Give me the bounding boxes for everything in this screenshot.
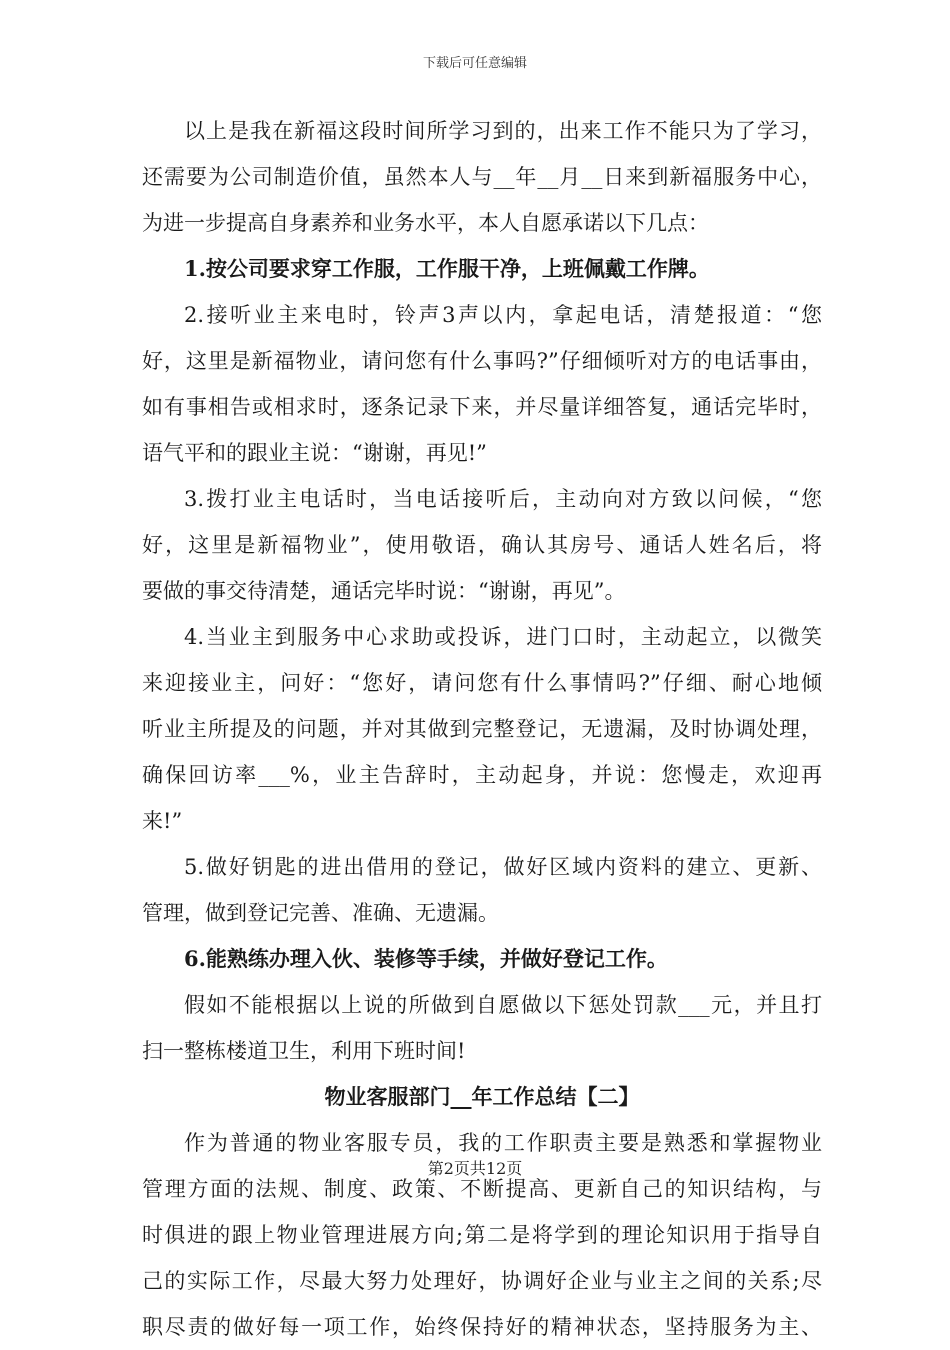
paragraph-line: 为进一步提高自身素养和业务水平，本人自愿承诺以下几点： xyxy=(142,211,709,235)
paragraph-line: 好，这里是新福物业”，使用敬语，确认其房号、通话人姓名后，将 xyxy=(142,533,822,557)
paragraph-line: 假如不能根据以上说的所做到自愿做以下惩处罚款___元，并且打 xyxy=(184,993,822,1017)
paragraph-line: 还需要为公司制造价值，虽然本人与__年__月__日来到新福服务中心， xyxy=(142,165,822,189)
paragraph-line: 听业主所提及的问题，并对其做到完整登记，无遗漏，及时协调处理， xyxy=(142,717,822,741)
list-item-5: 5.做好钥匙的进出借用的登记，做好区域内资料的建立、更新、 xyxy=(184,855,822,879)
paragraph-line: 以上是我在新福这段时间所学习到的，出来工作不能只为了学习， xyxy=(184,119,822,143)
paragraph-line: 时俱进的跟上物业管理进展方向;第二是将学到的理论知识用于指导自 xyxy=(142,1223,822,1247)
list-item-4: 4.当业主到服务中心求助或投诉，进门口时，主动起立，以微笑 xyxy=(184,625,822,649)
paragraph-line: 来迎接业主，问好：“您好，请问您有什么事情吗?”仔细、耐心地倾 xyxy=(142,671,822,695)
list-item-3: 3.拨打业主电话时，当电话接听后，主动向对方致以问候，“您 xyxy=(184,487,822,511)
paragraph-line: 确保回访率___%，业主告辞时，主动起身，并说：您慢走，欢迎再 xyxy=(142,763,822,787)
paragraph-line: 要做的事交待清楚，通话完毕时说：“谢谢，再见”。 xyxy=(142,579,626,603)
list-item-1: 1.按公司要求穿工作服，工作服干净，上班佩戴工作牌。 xyxy=(184,256,710,281)
paragraph-line: 职尽责的做好每一项工作，始终保持好的精神状态，坚持服务为主、 xyxy=(142,1315,822,1339)
paragraph-line: 管理，做到登记完善、准确、无遗漏。 xyxy=(142,901,499,925)
paragraph-line: 扫一整栋楼道卫生，利用下班时间! xyxy=(142,1039,466,1063)
list-item-6: 6.能熟练办理入伙、装修等手续，并做好登记工作。 xyxy=(184,946,668,971)
section-title: 物业客服部门__年工作总结【二】 xyxy=(324,1084,640,1109)
page-header: 下载后可任意编辑 xyxy=(422,56,527,71)
paragraph-line: 如有事相告或相求时，逐条记录下来，并尽量详细答复，通话完毕时， xyxy=(142,395,822,419)
page-number: 第2页共12页 xyxy=(427,1159,523,1178)
paragraph-line: 语气平和的跟业主说：“谢谢，再见!” xyxy=(142,441,487,465)
paragraph-line: 来!” xyxy=(142,809,183,833)
paragraph-line: 作为普通的物业客服专员，我的工作职责主要是熟悉和掌握物业 xyxy=(184,1131,822,1155)
list-item-2: 2.接听业主来电时，铃声3声以内，拿起电话，清楚报道：“您 xyxy=(184,303,822,327)
paragraph-line: 好，这里是新福物业，请问您有什么事吗?”仔细倾听对方的电话事由， xyxy=(142,349,822,373)
paragraph-line: 己的实际工作，尽最大努力处理好，协调好企业与业主之间的关系;尽 xyxy=(142,1269,822,1293)
paragraph-line: 管理方面的法规、制度、政策、不断提高、更新自己的知识结构，与 xyxy=(142,1177,822,1201)
